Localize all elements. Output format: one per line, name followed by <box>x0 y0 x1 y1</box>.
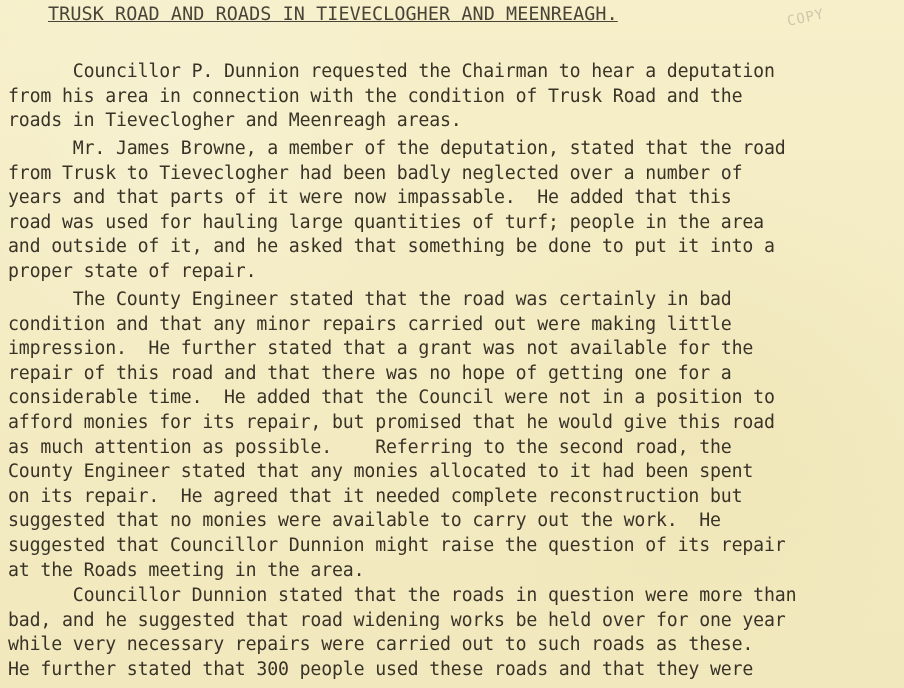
paragraph-deputation-request: Councillor P. Dunnion requested the Chairman to hear a deputation from his area in connection with the condition of Trusk Road and the roads in Tieveclogher and Meenreagh areas. <box>8 61 775 132</box>
copy-stamp: COPY <box>785 6 826 30</box>
document-title: TRUSK ROAD AND ROADS IN TIEVECLOGHER AND MEENREAGH. <box>48 4 618 25</box>
paragraph-james-browne: Mr. James Browne, a member of the deputation, stated that the road from Trusk to Tieveclogher had been badly neglected over a number of years and that parts of it were now impassable. He added that this road was used for hauling large quantities of turf; people in the area and outside of it, and he asked that something be done to put it into a proper state of repair. <box>8 138 786 282</box>
paragraph-county-engineer: The County Engineer stated that the road was certainly in bad condition and that any minor repairs carried out were making little impression. He further stated that a grant was not available for the repair of this road and that there was no hope of getting one for a considerable time. He added that the Council were not in a position to afford monies for its repair, but promised that he would give this road as much attention as possible. Referring to the second road, the County Engineer stated that any monies allocated to it had been spent on its repair. He agreed that it needed complete reconstruction but suggested that no monies were available to carry out the work. He suggested that Councillor Dunnion might raise the question of its repair at the Roads meeting in the area. <box>8 289 786 581</box>
paragraph-councillor-dunnion: Councillor Dunnion stated that the roads in question were more than bad, and he suggested that road widening works be held over for one year while very necessary repairs were carried out to such roads as these. He further stated that 300 people used these roads and that they were <box>8 585 797 680</box>
